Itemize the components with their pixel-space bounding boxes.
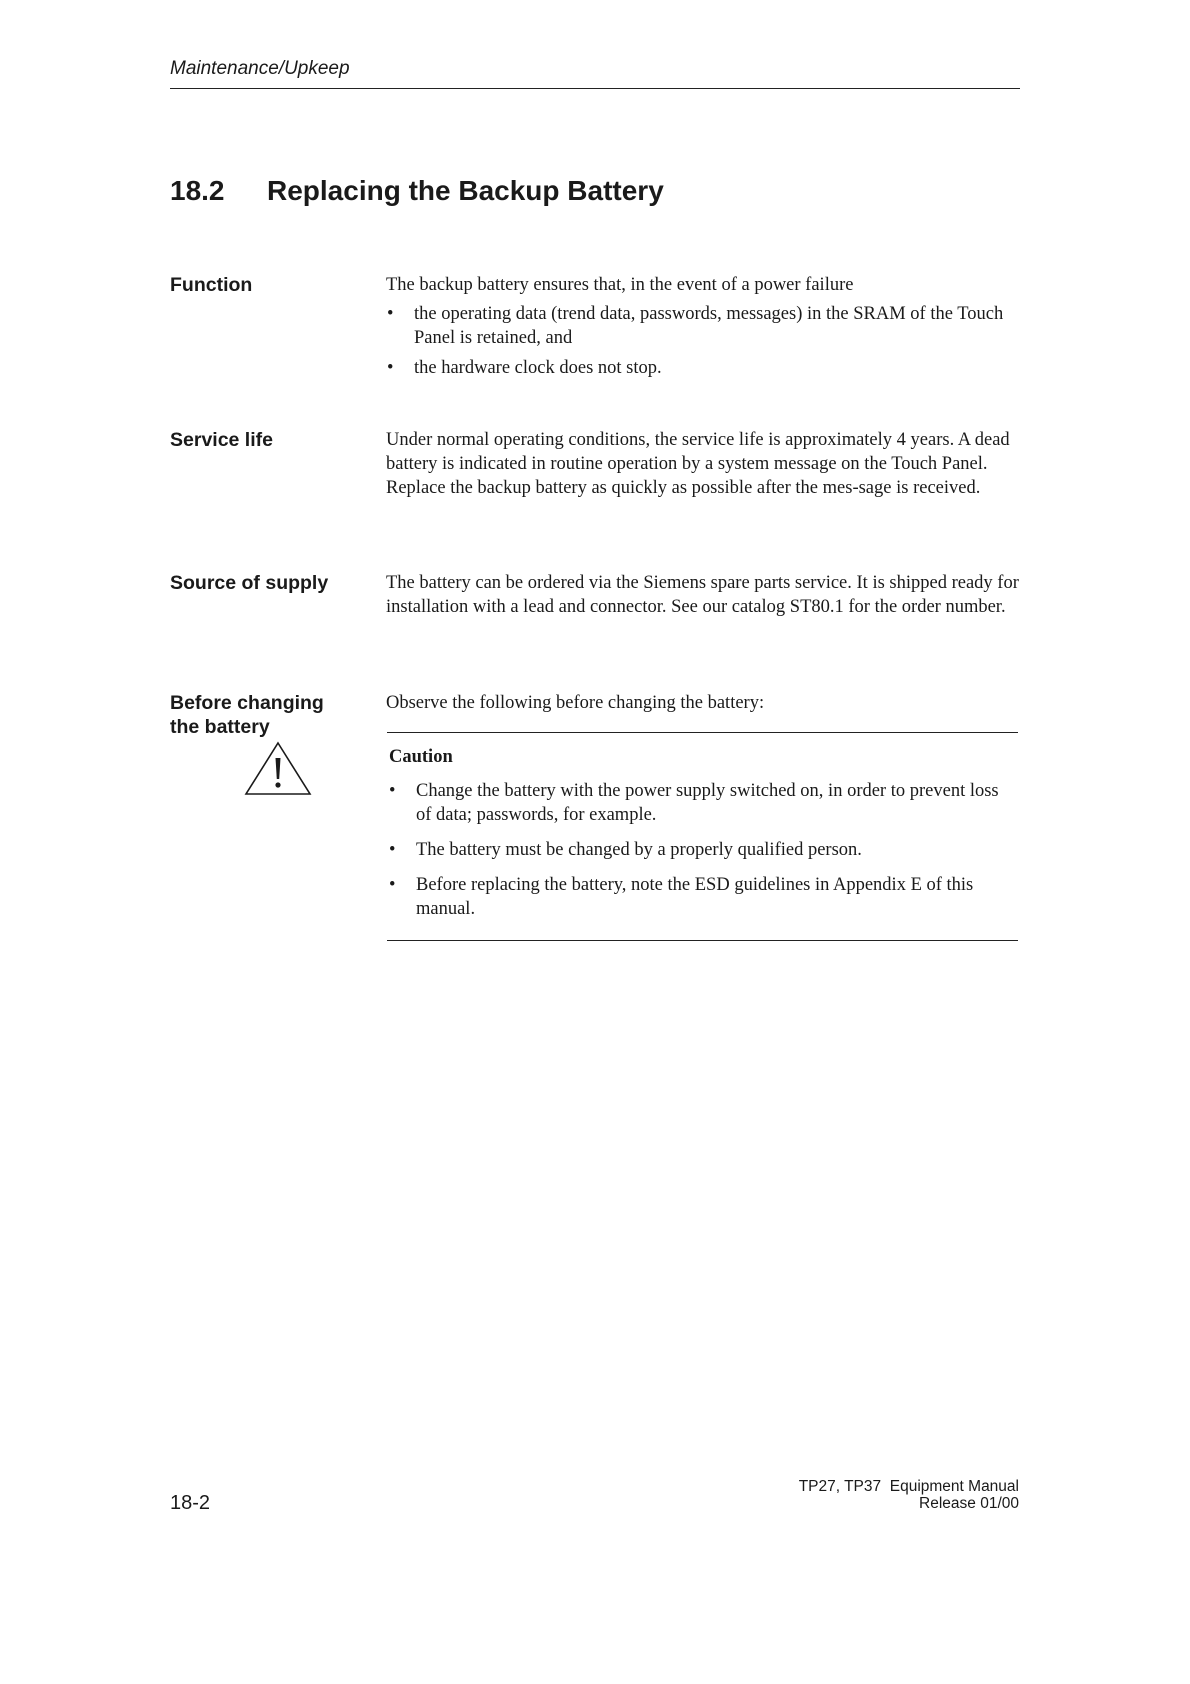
before-changing-label-line1: Before changing xyxy=(170,692,324,714)
footer-release: Release 01/00 xyxy=(919,1495,1019,1512)
before-changing-label-line2: the battery xyxy=(170,716,270,738)
service-life-paragraph: Under normal operating conditions, the service life is approximately 4 years. A dead battery is indicated in routine operation by a system message on the Touch Panel. Replace the backup battery as quickly as possible after the mes-sage is received. xyxy=(386,430,1010,498)
list-item: • the hardware clock does not stop. xyxy=(386,356,1020,380)
list-item: • the operating data (trend data, passwords, messages) in the SRAM of the Touch Panel is retained, and xyxy=(386,302,1020,350)
service-life-text xyxy=(386,428,1020,500)
list-item: • Change the battery with the power supply switched on, in order to prevent loss of data; passwords, for example. xyxy=(387,779,1018,827)
before-changing-label xyxy=(170,691,360,739)
section-title: Replacing the Backup Battery xyxy=(267,175,664,206)
before-changing-intro xyxy=(386,691,1020,715)
function-text xyxy=(386,273,1020,386)
function-label: Function xyxy=(170,274,253,296)
running-header: Maintenance/Upkeep xyxy=(170,58,350,79)
list-item: • Before replacing the battery, note the ESD guidelines in Appendix E of this manual. xyxy=(387,873,1018,921)
function-intro: The backup battery ensures that, in the event of a power failure xyxy=(386,275,854,295)
caution-box xyxy=(387,732,1018,941)
section-number: 18.2 xyxy=(170,175,225,206)
list-item: • The battery must be changed by a properly qualified person. xyxy=(387,838,1018,862)
page-number: 18-2 xyxy=(170,1492,211,1514)
footer-manual-info xyxy=(799,1478,1019,1512)
before-changing-intro-text: Observe the following before changing the battery: xyxy=(386,693,765,713)
service-life-label: Service life xyxy=(170,429,273,451)
source-of-supply-text xyxy=(386,571,1020,619)
warning-triangle-icon xyxy=(244,741,312,797)
source-of-supply-paragraph: The battery can be ordered via the Siemens spare parts service. It is shipped ready for installation with a lead and connector. See our catalog ST80.1 for the order number. xyxy=(386,573,1019,617)
source-of-supply-label: Source of supply xyxy=(170,572,329,594)
caution-title: Caution xyxy=(389,747,453,767)
function-bullet-list xyxy=(386,302,1020,380)
caution-bullet-list xyxy=(387,779,1018,921)
header-rule xyxy=(170,88,1020,89)
footer-manual-title: TP27, TP37 Equipment Manual xyxy=(798,1478,1019,1495)
